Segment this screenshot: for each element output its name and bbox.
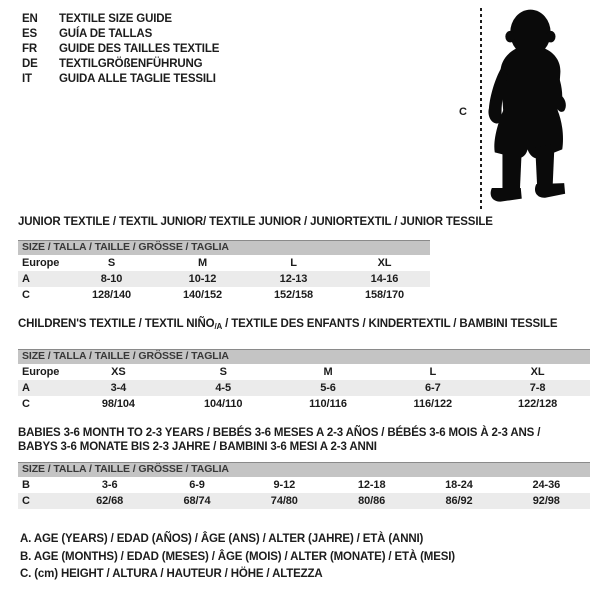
table-cell: 6-9 [189, 479, 205, 491]
section-title-line: JUNIOR TEXTILE / TEXTIL JUNIOR/ TEXTILE JUNIOR / JUNIORTEXTIL / JUNIOR TESSILE [18, 216, 493, 228]
footnote-age-years: A. AGE (YEARS) / EDAD (AÑOS) / ÂGE (ANS) / ALTER (JAHRE) / ETÀ (ANNI) [20, 533, 424, 545]
table-cell: 122/128 [518, 398, 558, 410]
lang-row-de [22, 57, 219, 72]
table-cell: 110/116 [309, 398, 347, 410]
table-cell: XL [377, 257, 392, 269]
row-label: B [22, 479, 30, 491]
table-cell: 12-13 [279, 273, 308, 285]
table-rows [18, 364, 590, 412]
table-cell: 158/170 [364, 289, 405, 301]
lang-label: GUIDE DES TAILLES TEXTILE [59, 43, 220, 55]
table-row [18, 364, 590, 380]
table-cell: 104/110 [203, 398, 243, 410]
table-cell: 62/68 [96, 495, 124, 507]
section-title-children [18, 317, 557, 334]
table-row [18, 271, 430, 287]
table-row [18, 396, 590, 412]
table-cell: 128/140 [91, 289, 132, 301]
lang-code: EN [22, 13, 38, 25]
table-cell: 98/104 [101, 398, 135, 410]
table-row [18, 477, 590, 493]
row-label: C [22, 398, 30, 410]
section-title-line: BABYS 3-6 MONATE BIS 2-3 JAHRE / BAMBINI 3-6 MESI A 2-3 ANNI [18, 441, 377, 453]
row-label: C [22, 495, 30, 507]
size-header-bar: SIZE / TALLA / TAILLE / GRÖSSE / TAGLIA [18, 240, 430, 255]
table-cell: 14-16 [370, 273, 399, 285]
table-cell: 10-12 [188, 273, 217, 285]
lang-label: TEXTILE SIZE GUIDE [59, 13, 172, 25]
row-label: C [22, 289, 30, 301]
table-cell: 116/122 [413, 398, 453, 410]
lang-row-it [22, 72, 219, 87]
size-table-children [18, 349, 590, 412]
footnote-height: C. (cm) HEIGHT / ALTURA / HAUTEUR / HÖHE / ALTEZZA [20, 568, 323, 580]
table-cell: 5-6 [320, 382, 336, 394]
table-rows [18, 477, 590, 509]
lang-label: TEXTILGRÖßENFÜHRUNG [59, 58, 203, 70]
table-cell: S [107, 257, 116, 269]
lang-row-es [22, 27, 219, 42]
table-cell: 152/158 [273, 289, 314, 301]
table-cell: 3-6 [101, 479, 118, 491]
table-cell: L [429, 366, 437, 378]
size-table-junior [18, 240, 430, 303]
table-cell: 8-10 [100, 273, 123, 285]
baby-figure [450, 0, 600, 220]
table-cell: 9-12 [273, 479, 296, 491]
table-cell: 74/80 [270, 495, 298, 507]
table-row [18, 255, 430, 271]
table-cell: L [290, 257, 297, 269]
size-header-bar: SIZE / TALLA / TAILLE / GRÖSSE / TAGLIA [18, 349, 590, 364]
table-row [18, 493, 590, 509]
row-label: Europe [22, 257, 60, 269]
lang-label: GUIDA ALLE TAGLIE TESSILI [59, 73, 216, 85]
table-cell: 18-24 [445, 479, 473, 491]
table-cell: XL [530, 366, 545, 378]
section-title-line: CHILDREN'S TEXTILE / TEXTIL $NIÑO_{/A}$ / TEXTILE DES ENFANTS / KINDERTEXTIL / BAMBINI TESSILE [18, 318, 558, 331]
lang-label: GUÍA DE TALLAS [59, 28, 153, 40]
lang-code: DE [22, 58, 38, 70]
table-cell: 24-36 [532, 479, 561, 491]
table-cell: S [219, 366, 227, 378]
baby-silhouette-icon [488, 4, 596, 210]
table-cell: 68/74 [183, 495, 211, 507]
size-header-bar: SIZE / TALLA / TAILLE / GRÖSSE / TAGLIA [18, 462, 590, 477]
height-marker-label: C [459, 106, 467, 118]
table-cell: 140/152 [182, 289, 223, 301]
table-cell: 6-7 [424, 382, 441, 394]
table-cell: M [197, 257, 208, 269]
lang-row-en [22, 12, 219, 27]
section-title-babies [18, 426, 540, 454]
row-label: A [22, 382, 30, 394]
table-cell: 86/92 [445, 495, 473, 507]
table-cell: 4-5 [215, 382, 231, 394]
table-cell: M [323, 366, 333, 378]
table-row [18, 287, 430, 303]
table-cell: 92/98 [532, 495, 560, 507]
footnotes [20, 531, 455, 584]
size-table-babies [18, 462, 590, 509]
height-dashed-line [480, 8, 482, 210]
table-rows [18, 255, 430, 303]
table-cell: 7-8 [529, 382, 546, 394]
table-cell: XS [111, 366, 126, 378]
lang-code: IT [22, 73, 32, 85]
table-row [18, 380, 590, 396]
row-label: Europe [22, 366, 60, 378]
table-cell: 12-18 [357, 479, 386, 491]
table-cell: 3-4 [110, 382, 127, 394]
lang-row-fr [22, 42, 219, 57]
language-guide [22, 12, 219, 87]
lang-code: FR [22, 43, 38, 55]
lang-code: ES [22, 28, 38, 40]
row-label: A [22, 273, 30, 285]
section-title-line: BABIES 3-6 MONTH TO 2-3 YEARS / BEBÉS 3-6 MESES A 2-3 AÑOS / BÉBÉS 3-6 MOIS À 2-3 ANS / [18, 427, 541, 439]
section-title-junior [18, 215, 493, 229]
table-cell: 80/86 [358, 495, 386, 507]
footnote-age-months: B. AGE (MONTHS) / EDAD (MESES) / ÂGE (MOIS) / ALTER (MONATE) / ETÀ (MESI) [20, 550, 455, 563]
